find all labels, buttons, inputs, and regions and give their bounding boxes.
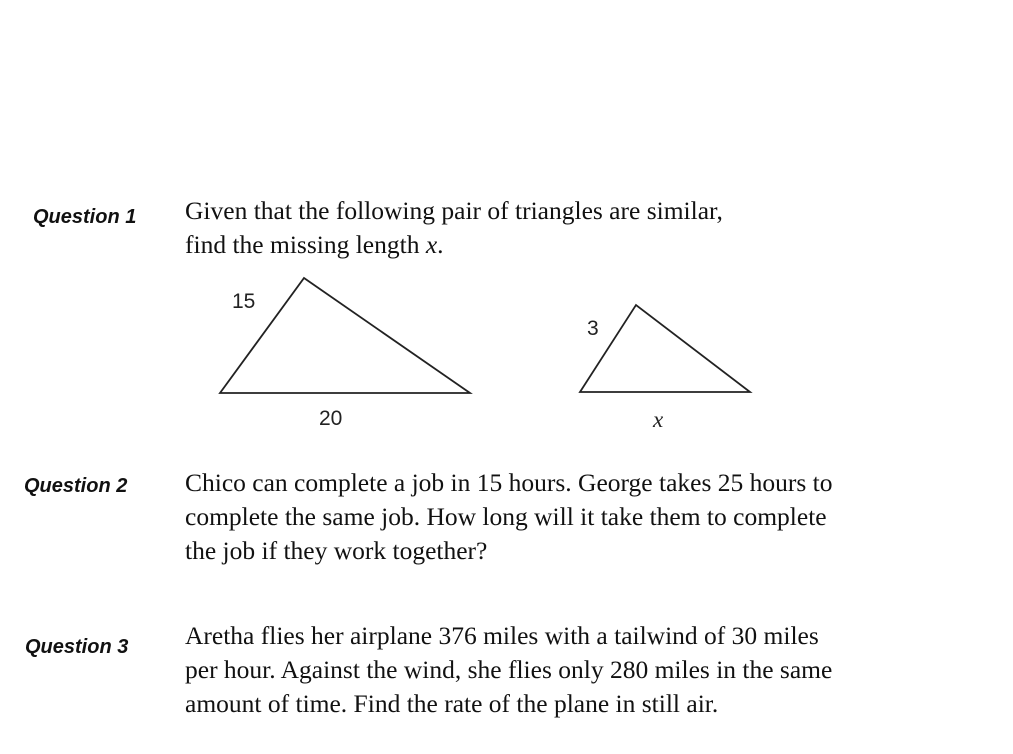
question-1-label: Question 1 [33, 206, 137, 228]
question-3-line-2: per hour. Against the wind, she flies only 280 miles in the same [185, 655, 833, 684]
question-2-text [185, 466, 833, 568]
question-2-line-1: Chico can complete a job in 15 hours. George takes 25 hours to [185, 468, 833, 497]
question-2-line-3: the job if they work together? [185, 536, 488, 565]
large-triangle-side-label: 15 [232, 290, 256, 313]
large-triangle-shape [220, 278, 470, 393]
small-triangle-side-label: 3 [587, 317, 599, 340]
small-triangle [580, 305, 750, 432]
question-1-line-2-text: find the missing length [185, 230, 426, 259]
question-3-line-1: Aretha flies her airplane 376 miles with a tailwind of 30 miles [185, 621, 819, 650]
question-3-line-3: amount of time. Find the rate of the plane in still air. [185, 689, 719, 718]
small-triangle-shape [580, 305, 750, 392]
question-1-line-1: Given that the following pair of triangles are similar, [185, 196, 723, 225]
question-3-label: Question 3 [25, 636, 129, 658]
question-2-label: Question 2 [24, 475, 128, 497]
question-3-text [185, 619, 832, 721]
question-2-line-2: complete the same job. How long will it take them to complete [185, 502, 827, 531]
small-triangle-base-label: x [653, 407, 664, 432]
question-1-line-2-end: . [437, 230, 444, 259]
large-triangle [220, 278, 470, 430]
large-triangle-base-label: 20 [319, 407, 343, 430]
question-1-variable-x: x [425, 230, 438, 259]
